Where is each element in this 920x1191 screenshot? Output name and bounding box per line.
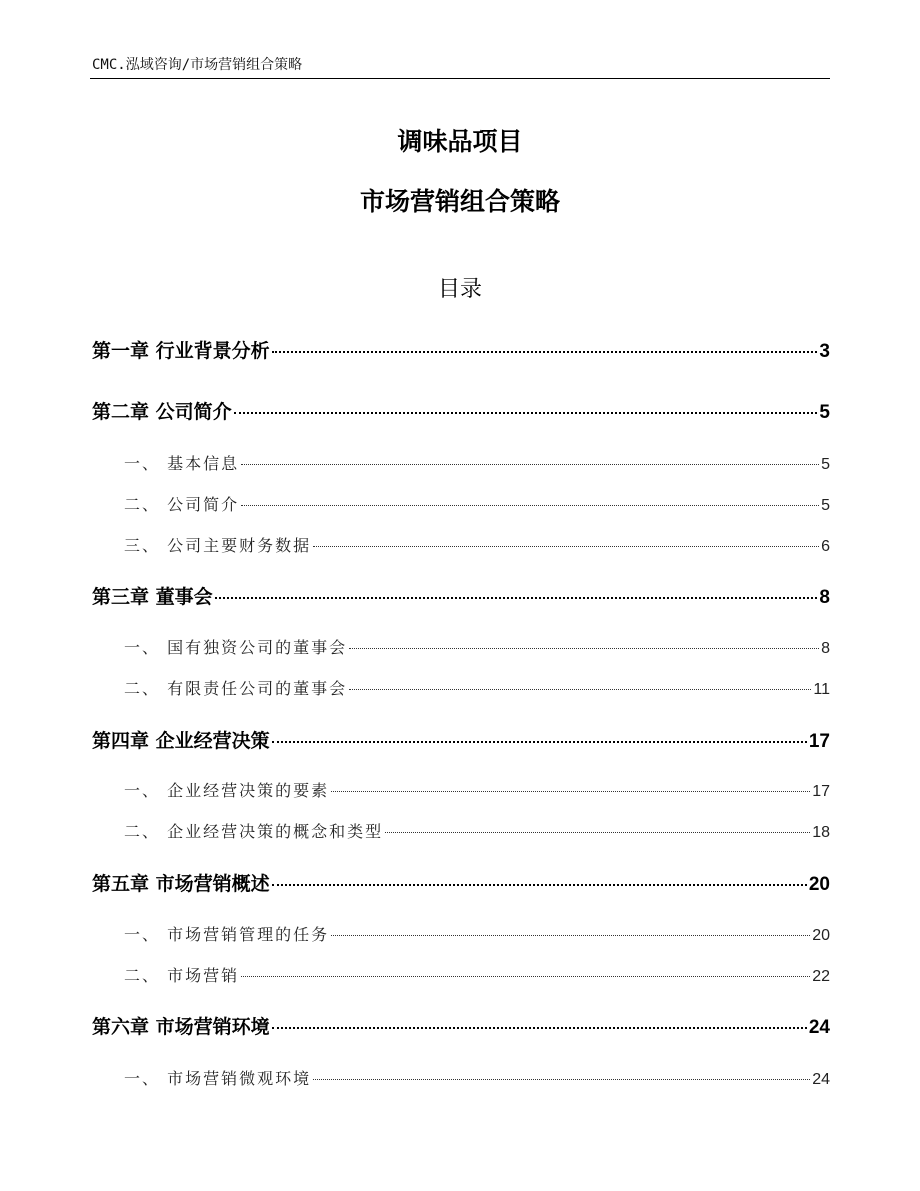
toc-entry-label: 一、 市场营销微观环境 — [124, 1069, 312, 1088]
document-title: 调味品项目 — [397, 127, 523, 156]
toc-entry-chapter[interactable] — [92, 336, 830, 363]
toc-entry-section[interactable] — [92, 922, 830, 945]
toc-entry-page: 11 — [813, 681, 830, 698]
toc-entry-page: 3 — [819, 341, 830, 362]
toc-dot-leader — [272, 884, 807, 886]
toc-entry-page: 6 — [821, 538, 830, 555]
toc-entry-chapter[interactable] — [92, 726, 830, 753]
toc-dot-leader — [331, 791, 810, 792]
header-divider — [90, 78, 830, 79]
toc-dot-leader — [385, 832, 810, 833]
toc-dot-leader — [241, 976, 810, 977]
toc-entry-page: 5 — [819, 402, 830, 423]
toc-dot-leader — [241, 505, 819, 506]
toc-entry-section[interactable] — [92, 533, 830, 556]
toc-entry-label: 第六章 市场营销环境 — [92, 1016, 270, 1038]
toc-entry-page: 8 — [821, 640, 830, 657]
toc-dot-leader — [272, 741, 807, 743]
toc-dot-leader — [313, 546, 819, 547]
toc-entry-section[interactable] — [92, 635, 830, 658]
toc-dot-leader — [349, 648, 819, 649]
toc-entry-page: 5 — [821, 456, 830, 473]
toc-entry-label: 第一章 行业背景分析 — [92, 340, 270, 362]
toc-entry-chapter[interactable] — [92, 1012, 830, 1039]
header-text: CMC.泓域咨询/市场营销组合策略 — [92, 57, 303, 73]
toc-dot-leader — [272, 351, 818, 353]
toc-entry-label: 第四章 企业经营决策 — [92, 730, 270, 752]
toc-dot-leader — [272, 1027, 807, 1029]
toc-entry-page: 8 — [819, 587, 830, 608]
toc-entry-label: 第五章 市场营销概述 — [92, 873, 270, 895]
toc-dot-leader — [234, 412, 818, 414]
toc-entry-section[interactable] — [92, 1066, 830, 1089]
toc-entry-section[interactable] — [92, 819, 830, 842]
toc-entry-page: 24 — [812, 1071, 830, 1088]
document-subtitle: 市场营销组合策略 — [359, 187, 560, 216]
toc-dot-leader — [331, 935, 810, 936]
toc-entry-section[interactable] — [92, 492, 830, 515]
toc-entry-chapter[interactable] — [92, 397, 830, 424]
toc-entry-page: 18 — [812, 824, 830, 841]
toc-dot-leader — [313, 1079, 810, 1080]
toc-heading: 目录 — [437, 277, 482, 302]
toc-entry-page: 20 — [808, 874, 830, 895]
toc-entry-label: 第二章 公司简介 — [92, 401, 232, 423]
toc-entry-label: 一、 基本信息 — [124, 454, 240, 473]
toc-entry-label: 二、 市场营销 — [124, 966, 240, 985]
toc-dot-leader — [349, 689, 811, 690]
toc-entry-section[interactable] — [92, 963, 830, 986]
toc-entry-label: 二、 公司简介 — [124, 495, 240, 514]
toc-entry-label: 一、 市场营销管理的任务 — [124, 925, 330, 944]
toc-dot-leader — [241, 464, 819, 465]
toc-entry-page: 22 — [812, 968, 830, 985]
toc-entry-chapter[interactable] — [92, 869, 830, 896]
toc-entry-section[interactable] — [92, 451, 830, 474]
toc-entry-chapter[interactable] — [92, 582, 830, 609]
toc-entry-page: 17 — [808, 731, 830, 752]
toc-dot-leader — [215, 597, 818, 599]
toc-entry-page: 24 — [808, 1017, 830, 1038]
toc-entry-label: 一、 企业经营决策的要素 — [124, 781, 330, 800]
toc-entry-label: 二、 企业经营决策的概念和类型 — [124, 822, 384, 841]
toc-entry-page: 20 — [812, 927, 830, 944]
toc-entry-label: 第三章 董事会 — [92, 586, 213, 608]
toc-entry-label: 二、 有限责任公司的董事会 — [124, 679, 348, 698]
toc-entry-page: 17 — [812, 783, 830, 800]
toc-entry-label: 一、 国有独资公司的董事会 — [124, 638, 348, 657]
toc-entry-label: 三、 公司主要财务数据 — [124, 536, 312, 555]
toc-entry-section[interactable] — [92, 778, 830, 801]
toc-entry-page: 5 — [821, 497, 830, 514]
toc-entry-section[interactable] — [92, 676, 830, 699]
